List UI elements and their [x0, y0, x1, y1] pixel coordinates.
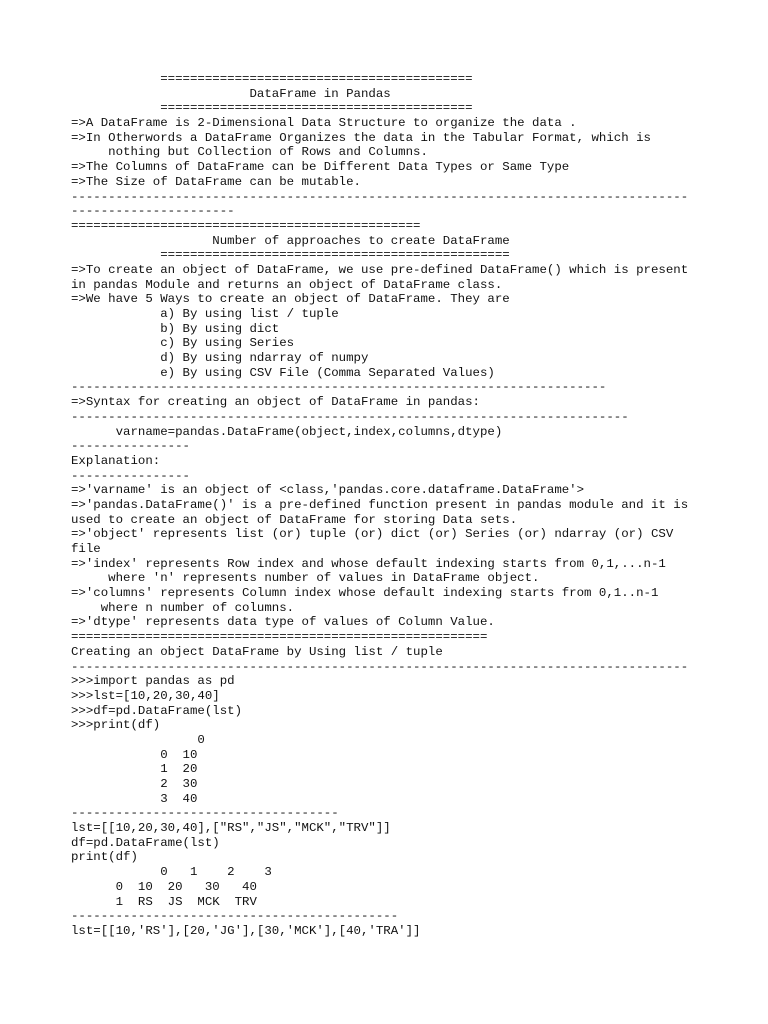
divider-line: -------------------------------------------- — [71, 909, 399, 924]
text-line: file — [71, 542, 101, 556]
text-line: where 'n' represents number of values in DataFrame object. — [71, 571, 540, 586]
document-page — [71, 72, 751, 939]
output-line: 0 10 — [71, 747, 198, 762]
output-line: 0 1 2 3 — [71, 865, 272, 880]
list-item: e) By using CSV File (Comma Separated Values) — [71, 365, 495, 380]
code-line: >>>lst=[10,20,30,40] — [71, 688, 220, 703]
text-line: =>'pandas.DataFrame()' is a pre-defined function present in pandas module and it is — [71, 497, 689, 512]
section-title: DataFrame in Pandas — [71, 86, 391, 101]
text-line: =>The Size of DataFrame can be mutable. — [71, 174, 361, 189]
divider-line: ----------------------------------------------------------------------------------- — [71, 659, 689, 674]
section-title: Creating an object DataFrame by Using list / tuple — [71, 644, 443, 659]
divider-line: ------------------------------------ — [71, 806, 339, 821]
divider-line: ------------------------------------------------------------------------ — [71, 380, 607, 395]
output-line: 0 10 20 30 40 — [71, 879, 257, 894]
output-line: 1 20 — [71, 762, 198, 777]
section-rule: =============================================== — [71, 218, 421, 233]
output-line: 3 40 — [71, 791, 198, 806]
text-line: =>A DataFrame is 2-Dimensional Data Structure to organize the data . — [71, 116, 577, 131]
text-line: =>In Otherwords a DataFrame Organizes the data in the Tabular Format, which is — [71, 130, 651, 145]
code-line: lst=[[10,'RS'],[20,'JG'],[30,'MCK'],[40,'TRA']] — [71, 923, 421, 938]
list-item: c) By using Series — [71, 336, 295, 351]
text-line: in pandas Module and returns an object of DataFrame class. — [71, 277, 503, 292]
section-rule: =============================================== — [71, 248, 510, 263]
text-line: where n number of columns. — [71, 600, 295, 615]
text-line: =>We have 5 Ways to create an object of DataFrame. They are — [71, 292, 510, 307]
text-line: =>The Columns of DataFrame can be Different Data Types or Same Type — [71, 160, 570, 175]
divider-line: ---------------- — [71, 468, 190, 483]
list-item: b) By using dict — [71, 321, 280, 336]
list-item: d) By using ndarray of numpy — [71, 351, 369, 366]
section-rule: ========================================== — [71, 72, 473, 86]
text-line: =>'dtype' represents data type of values of Column Value. — [71, 615, 495, 630]
text-line: =>'object' represents list (or) tuple (or) dict (or) Series (or) ndarray (or) CSV — [71, 527, 674, 542]
list-item: a) By using list / tuple — [71, 307, 339, 321]
text-line: =>'columns' represents Column index whose default indexing starts from 0,1..n-1 — [71, 586, 659, 601]
code-line: >>>print(df) — [71, 718, 161, 733]
code-line: varname=pandas.DataFrame(object,index,columns,dtype) — [71, 424, 503, 439]
code-line: >>>df=pd.DataFrame(lst) — [71, 703, 243, 718]
code-line: df=pd.DataFrame(lst) — [71, 835, 220, 850]
text-line: nothing but Collection of Rows and Columns. — [71, 145, 428, 160]
text-line: =>To create an object of DataFrame, we use pre-defined DataFrame() which is present — [71, 262, 689, 277]
divider-line: --------------------------------------------------------------------------- — [71, 409, 629, 424]
text-line: =>'index' represents Row index and whose default indexing starts from 0,1,...n-1 — [71, 556, 666, 571]
code-line: print(df) — [71, 850, 138, 865]
section-title: Number of approaches to create DataFrame — [71, 233, 510, 248]
code-line: >>>import pandas as pd — [71, 674, 235, 689]
text-line: =>'varname' is an object of <class,'pandas.core.dataframe.DataFrame'> — [71, 483, 585, 498]
output-line: 2 30 — [71, 777, 198, 791]
text-line: used to create an object of DataFrame for storing Data sets. — [71, 512, 518, 527]
text-line: =>Syntax for creating an object of DataFrame in pandas: — [71, 395, 480, 410]
section-rule: ======================================================== — [71, 630, 488, 645]
text-line: Explanation: — [71, 453, 161, 468]
output-line: 1 RS JS MCK TRV — [71, 894, 257, 909]
divider-line: ---------------- — [71, 439, 190, 454]
code-line: lst=[[10,20,30,40],["RS","JS","MCK","TRV"]] — [71, 821, 391, 836]
divider-line: ----------------------------------------------------------------------------------- — [71, 189, 689, 204]
output-line: 0 — [71, 732, 205, 747]
section-rule: ========================================== — [71, 101, 473, 116]
divider-line: ---------------------- — [71, 204, 235, 219]
